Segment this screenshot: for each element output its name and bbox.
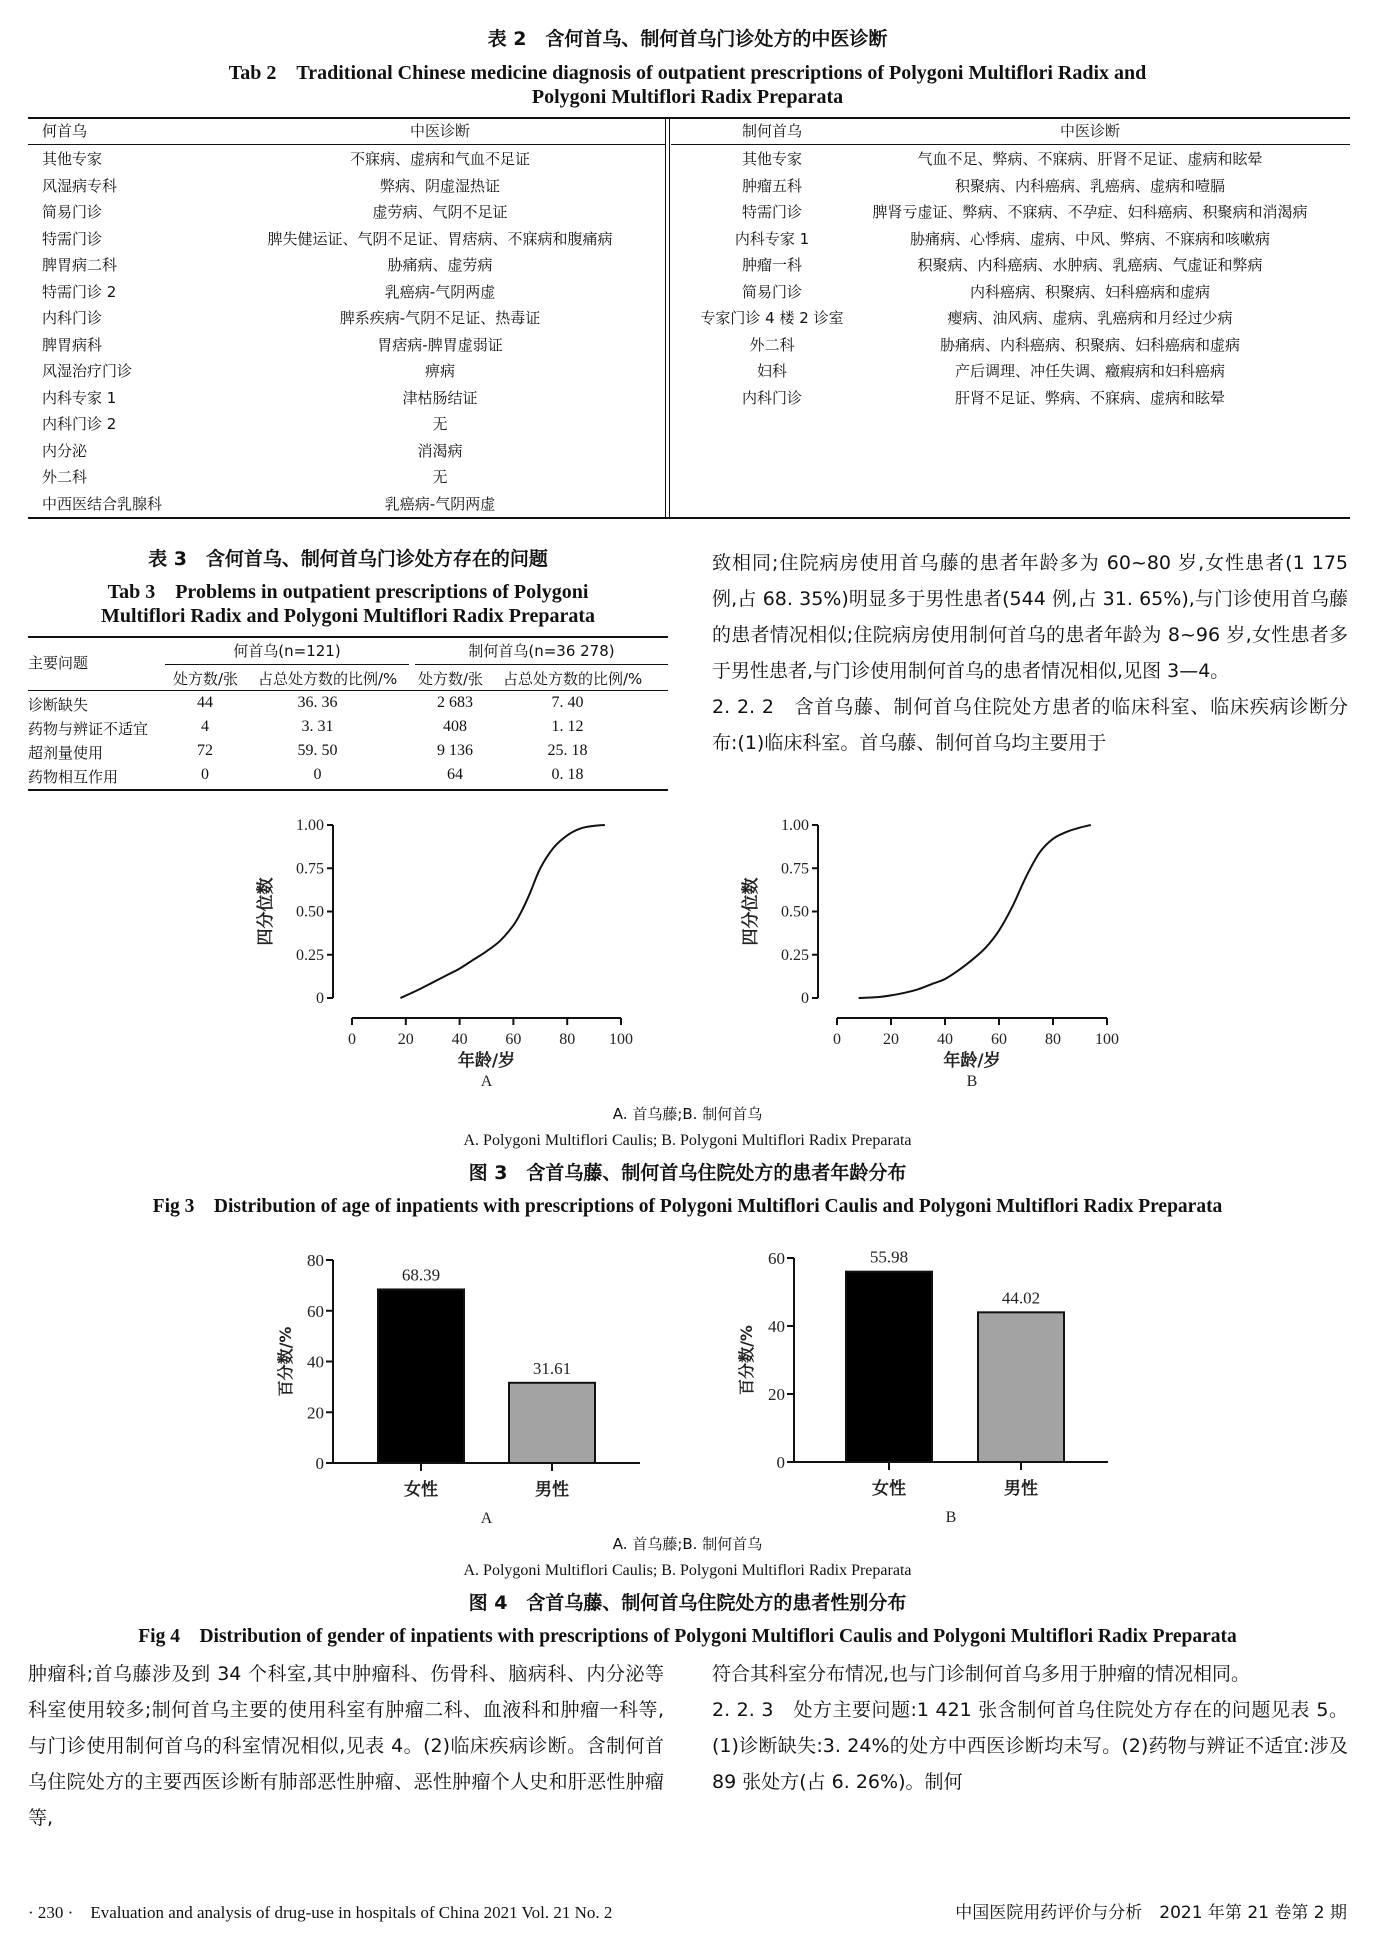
table3-cell: 408 [443,718,467,735]
table2-left-dept: 风湿病专科 [42,176,118,195]
table2-left-diag: 胁痛病、虚劳病 [387,256,493,274]
bar-value-label: 55.98 [869,1247,909,1267]
y-tick-label: 0 [776,1453,785,1472]
table2-left-diag: 痹病 [424,362,455,380]
section-2-2-3-paragraph: 2. 2. 3 处方主要问题:1 421 张含制何首乌住院处方存在的问题见表 5。(1)诊断缺失:3. 24%的处方中西医诊断均未写。(2)药物与辨证不适宜:涉及 89 张处方(占 6. 26%)。制何 [712,1699,1348,1793]
panel-label: A [480,1510,493,1525]
bar [978,1312,1064,1462]
table2-right-dept: 专家门诊 4 楼 2 诊室 [700,309,844,327]
x-tick-label: 0 [348,1031,356,1048]
y-tick-label: 1.00 [296,817,324,834]
table3-row-header: 主要问题 [28,654,89,672]
x-tick-label: 40 [451,1031,468,1048]
table3-problem: 药物相互作用 [28,768,119,786]
table2-right-dept: 妇科 [756,362,787,380]
table2-right-header-dept: 制何首乌 [741,122,802,140]
footer-left: · 230 · Evaluation and analysis of drug-use in hospitals of China 2021 Vol. 21 No. 2 [28,1903,613,1922]
y-tick-label: 20 [307,1403,324,1423]
body-text-bottom-right [712,1656,1348,1800]
x-tick-label: 80 [1045,1031,1061,1048]
cumulative-age-curve [400,825,604,998]
y-tick-label: 0.50 [781,903,809,921]
table2-left-dept: 内分泌 [42,441,88,460]
table2-left-dept: 特需门诊 2 [42,282,117,301]
fig4-chart-b [720,1240,1140,1525]
table2-left-dept: 风湿治疗门诊 [42,362,133,380]
fig4-chart-a [255,1240,675,1525]
table3-problem: 超剂量使用 [28,744,104,762]
table2-left-dept: 中西医结合乳腺科 [42,494,163,513]
table3-cell: 0 [313,766,322,783]
x-tick-label: 女性 [872,1479,906,1499]
fig3-chart-a [230,800,650,1095]
table3-cell: 4 [201,718,209,735]
table3-cell: 25. 18 [547,742,588,759]
table3-group1-rule [165,664,409,665]
table2-bottom-rule [28,517,1350,519]
y-tick-label: 0.25 [781,946,809,964]
x-tick-label: 0 [833,1031,841,1048]
paragraph: 致相同;住院病房使用首乌藤的患者年龄多为 60~80 岁,女性患者(1 175 例,占 68. 35%)明显多于男性患者(544 例,占 31. 65%),与门诊使用首乌藤的患者情况相似;住院病房使用制何首乌的患者年龄为 8~96 岁,女性患者多于男性患者,与门诊使用制何首乌的患者情况相似,见图 3—4。 [712,552,1348,682]
table2-right-diag: 肝肾不足证、弊病、不寐病、虚病和眩晕 [954,388,1225,407]
table2-left-header-dept: 何首乌 [42,122,88,140]
table3-bottom-rule [28,789,668,791]
table2-left-diag: 胃痞病-脾胃虚弱证 [377,335,503,354]
bar [846,1272,932,1462]
table2-right-diag: 积聚病、内科癌病、乳癌病、虚病和噎膈 [954,176,1225,195]
y-tick-label: 40 [768,1317,785,1336]
table3-cell: 1. 12 [551,718,584,735]
table2-left-dept: 内科门诊 2 [42,415,117,433]
table2-right-diag: 积聚病、内科癌病、水肿病、乳癌病、气虚证和弊病 [917,256,1263,274]
y-axis-label: 四分位数 [741,877,761,946]
bar-value-label: 68.39 [401,1265,441,1285]
table2-right-diag: 瘿病、油风病、虚病、乳癌病和月经过少病 [947,309,1233,327]
y-tick-label: 1.00 [781,817,809,834]
table2-left-diag: 无 [432,468,448,486]
table2-left-dept: 外二科 [42,468,88,486]
y-tick-label: 20 [768,1385,785,1404]
y-axis-label: 百分数/% [276,1326,295,1397]
fig4-legend-en: A. Polygoni Multiflori Caulis; B. Polygoni Multiflori Radix Preparata [463,1562,912,1579]
paragraph: 符合其科室分布情况,也与门诊制何首乌多用于肿瘤的情况相同。 [712,1663,1251,1685]
table2-left-dept: 内科专家 1 [42,388,117,407]
x-tick-label: 100 [609,1031,633,1048]
x-tick-label: 女性 [404,1480,438,1500]
table2-right-diag: 内科癌病、积聚病、妇科癌病和虚病 [969,282,1210,301]
section-2-2-2-paragraph: 2. 2. 2 含首乌藤、制何首乌住院处方患者的临床科室、临床疾病诊断分布:(1)临床科室。首乌藤、制何首乌均主要用于 [712,696,1348,754]
bar [509,1383,595,1463]
table2-left-header-diag: 中医诊断 [409,122,470,140]
y-tick-label: 80 [307,1251,324,1270]
x-tick-label: 40 [937,1031,953,1048]
table2-title-en-line1: Tab 2 Traditional Chinese medicine diagnosis of outpatient prescriptions of Polygoni Multiflori Radix and [228,62,1147,84]
table3-group1-header: 何首乌(n=121) [233,642,341,660]
table3-cell: 0 [201,766,209,783]
table3-header-rule [28,690,668,691]
x-axis-label: 年龄/岁 [943,1051,1001,1071]
table2-header-rule-left [28,144,666,145]
y-tick-label: 0.75 [296,860,324,878]
table3-cell: 44 [197,694,213,711]
table2-left-diag: 乳癌病-气阴两虚 [384,282,496,301]
table2-left-dept: 内科门诊 [42,309,103,327]
x-tick-label: 男性 [535,1480,569,1500]
table2-right-diag: 产后调理、冲任失调、癥瘕病和妇科癌病 [954,362,1225,380]
table3-cell: 7. 40 [551,694,584,711]
table3-subheader-count-1: 处方数/张 [173,670,239,688]
table2-left-diag: 虚劳病、气阴不足证 [372,203,508,221]
y-axis-label: 百分数/% [737,1325,756,1395]
fig3-title-en: Fig 3 Distribution of age of inpatients with prescriptions of Polygoni Multiflori Caulis and Polygoni Multiflori Radix Preparata [152,1196,1223,1217]
table2-left-dept: 脾胃病二科 [42,256,118,274]
table3-subheader-count-2: 处方数/张 [418,670,484,688]
y-tick-label: 0.25 [296,946,324,964]
y-tick-label: 0.75 [781,860,809,878]
footer-right: 中国医院用药评价与分析 2021 年第 21 卷第 2 期 [955,1903,1347,1923]
table3-subheader-ratio-2: 占总处方数的比例/% [503,670,643,688]
fig3-legend-en: A. Polygoni Multiflori Caulis; B. Polygoni Multiflori Radix Preparata [463,1132,912,1149]
table2-left-dept: 脾胃病科 [42,335,103,354]
table2-left-diag: 无 [432,415,448,433]
table3-cell: 3. 31 [301,718,334,735]
x-axis-label: 年龄/岁 [457,1051,516,1071]
table2-left-diag: 消渴病 [417,441,463,460]
table2-title-cn: 表 2 含何首乌、制何首乌门诊处方的中医诊断 [487,28,888,50]
x-tick-label: 80 [559,1031,576,1048]
y-tick-label: 0.50 [296,903,324,921]
fig4-title-en: Fig 4 Distribution of gender of inpatients with prescriptions of Polygoni Multiflori Caulis and Polygoni Multiflori Radix Preparata [138,1626,1237,1647]
x-tick-label: 20 [883,1031,899,1048]
table2-left-diag: 乳癌病-气阴两虚 [384,494,496,513]
table3-subheader-ratio-1: 占总处方数的比例/% [258,670,398,688]
table2-right-dept: 简易门诊 [741,282,802,301]
table2-right-dept: 内科门诊 [741,388,802,407]
table3-title-en-line1: Tab 3 Problems in outpatient prescriptions of Polygoni [107,581,589,603]
table3-cell: 72 [197,742,213,759]
y-tick-label: 60 [307,1301,324,1321]
x-tick-label: 60 [991,1031,1007,1048]
table2-right-dept: 外二科 [749,335,795,354]
table2-right-header-diag: 中医诊断 [1059,122,1120,140]
table3-title-cn: 表 3 含何首乌、制何首乌门诊处方存在的问题 [148,548,548,570]
paragraph: 肿瘤科;首乌藤涉及到 34 个科室,其中肿瘤科、伤骨科、脑病科、内分泌等科室使用较多;制何首乌主要的使用科室有肿瘤二科、血液科和肿瘤一科等,与门诊使用制何首乌的科室情况相似,见表 4。(2)临床疾病诊断。含制何首乌住院处方的主要西医诊断有肺部恶性肿瘤、恶性肿瘤个人史和肝恶性肿瘤等, [28,1663,664,1829]
table2-right-diag: 胁痛病、心悸病、虚病、中风、弊病、不寐病和咳嗽病 [909,229,1270,248]
table2-right-diag: 脾肾亏虚证、弊病、不寐病、不孕症、妇科癌病、积聚病和消渴病 [872,203,1308,221]
cumulative-age-curve [859,825,1091,998]
table2-right-dept: 肿瘤一科 [741,256,802,274]
bar [378,1289,464,1463]
table2-left-diag: 脾系疾病-气阴不足证、热毒证 [339,309,541,327]
table2-right-dept: 肿瘤五科 [741,176,802,195]
table2-right-dept: 内科专家 1 [734,229,810,248]
x-tick-label: 20 [397,1031,414,1048]
table3-cell: 2 683 [437,694,473,711]
table2-header-rule-right [671,144,1350,145]
x-tick-label: 男性 [1004,1479,1038,1499]
table3-cell: 0. 18 [551,766,584,783]
table2-left-dept: 特需门诊 [42,229,103,248]
table3-title-en-line2: Multiflori Radix and Polygoni Multiflori Radix Preparata [100,605,596,627]
table3-cell: 36. 36 [297,694,338,711]
fig4-title-cn: 图 4 含首乌藤、制何首乌住院处方的患者性别分布 [468,1592,907,1614]
bar-value-label: 31.61 [532,1358,572,1378]
table3-problem: 诊断缺失 [28,696,89,714]
x-tick-label: 100 [1095,1031,1119,1048]
y-tick-label: 40 [307,1352,324,1372]
table3-top-rule [28,636,668,638]
table3-cell: 9 136 [437,742,473,759]
table3-group2-header: 制何首乌(n=36 278) [468,642,615,660]
fig3-title-cn: 图 3 含首乌藤、制何首乌住院处方的患者年龄分布 [468,1162,907,1184]
panel-label: A [480,1073,493,1090]
fig3-chart-b [715,800,1135,1095]
panel-label: B [966,1073,978,1090]
table2-left-diag: 脾失健运证、气阴不足证、胃痞病、不寐病和腹痛病 [267,229,613,248]
bar-value-label: 44.02 [1001,1288,1041,1308]
table2-right-dept: 特需门诊 [741,203,802,221]
table2-title-en-line2: Polygoni Multiflori Radix Preparata [531,86,844,108]
table2-left-dept: 简易门诊 [42,203,103,221]
panel-label: B [945,1509,957,1525]
y-tick-label: 60 [768,1249,785,1268]
table2-left-diag: 津枯肠结证 [402,388,478,407]
fig4-legend-cn: A. 首乌藤;B. 制何首乌 [612,1535,763,1553]
y-tick-label: 0 [801,990,809,1007]
table2-left-diag: 不寐病、虚病和气血不足证 [349,150,530,168]
x-tick-label: 60 [505,1031,522,1048]
body-text-right-top [712,545,1348,761]
y-tick-label: 0 [315,1454,324,1473]
table2-left-diag: 弊病、阴虚湿热证 [379,176,500,195]
table3-problem: 药物与辨证不适宜 [28,720,149,738]
table2-right-diag: 胁痛病、内科癌病、积聚病、妇科癌病和虚病 [939,335,1240,354]
table2-left-dept: 其他专家 [42,150,103,168]
y-axis-label: 四分位数 [256,877,276,946]
table3-cell: 59. 50 [297,742,338,759]
body-text-bottom-left [28,1656,664,1836]
table3-cell: 64 [447,766,463,783]
y-tick-label: 0 [316,990,324,1007]
table3-group2-rule [415,664,668,665]
fig3-legend-cn: A. 首乌藤;B. 制何首乌 [612,1105,763,1123]
table2-right-dept: 其他专家 [741,150,802,168]
table2-right-diag: 气血不足、弊病、不寐病、肝肾不足证、虚病和眩晕 [917,150,1263,168]
